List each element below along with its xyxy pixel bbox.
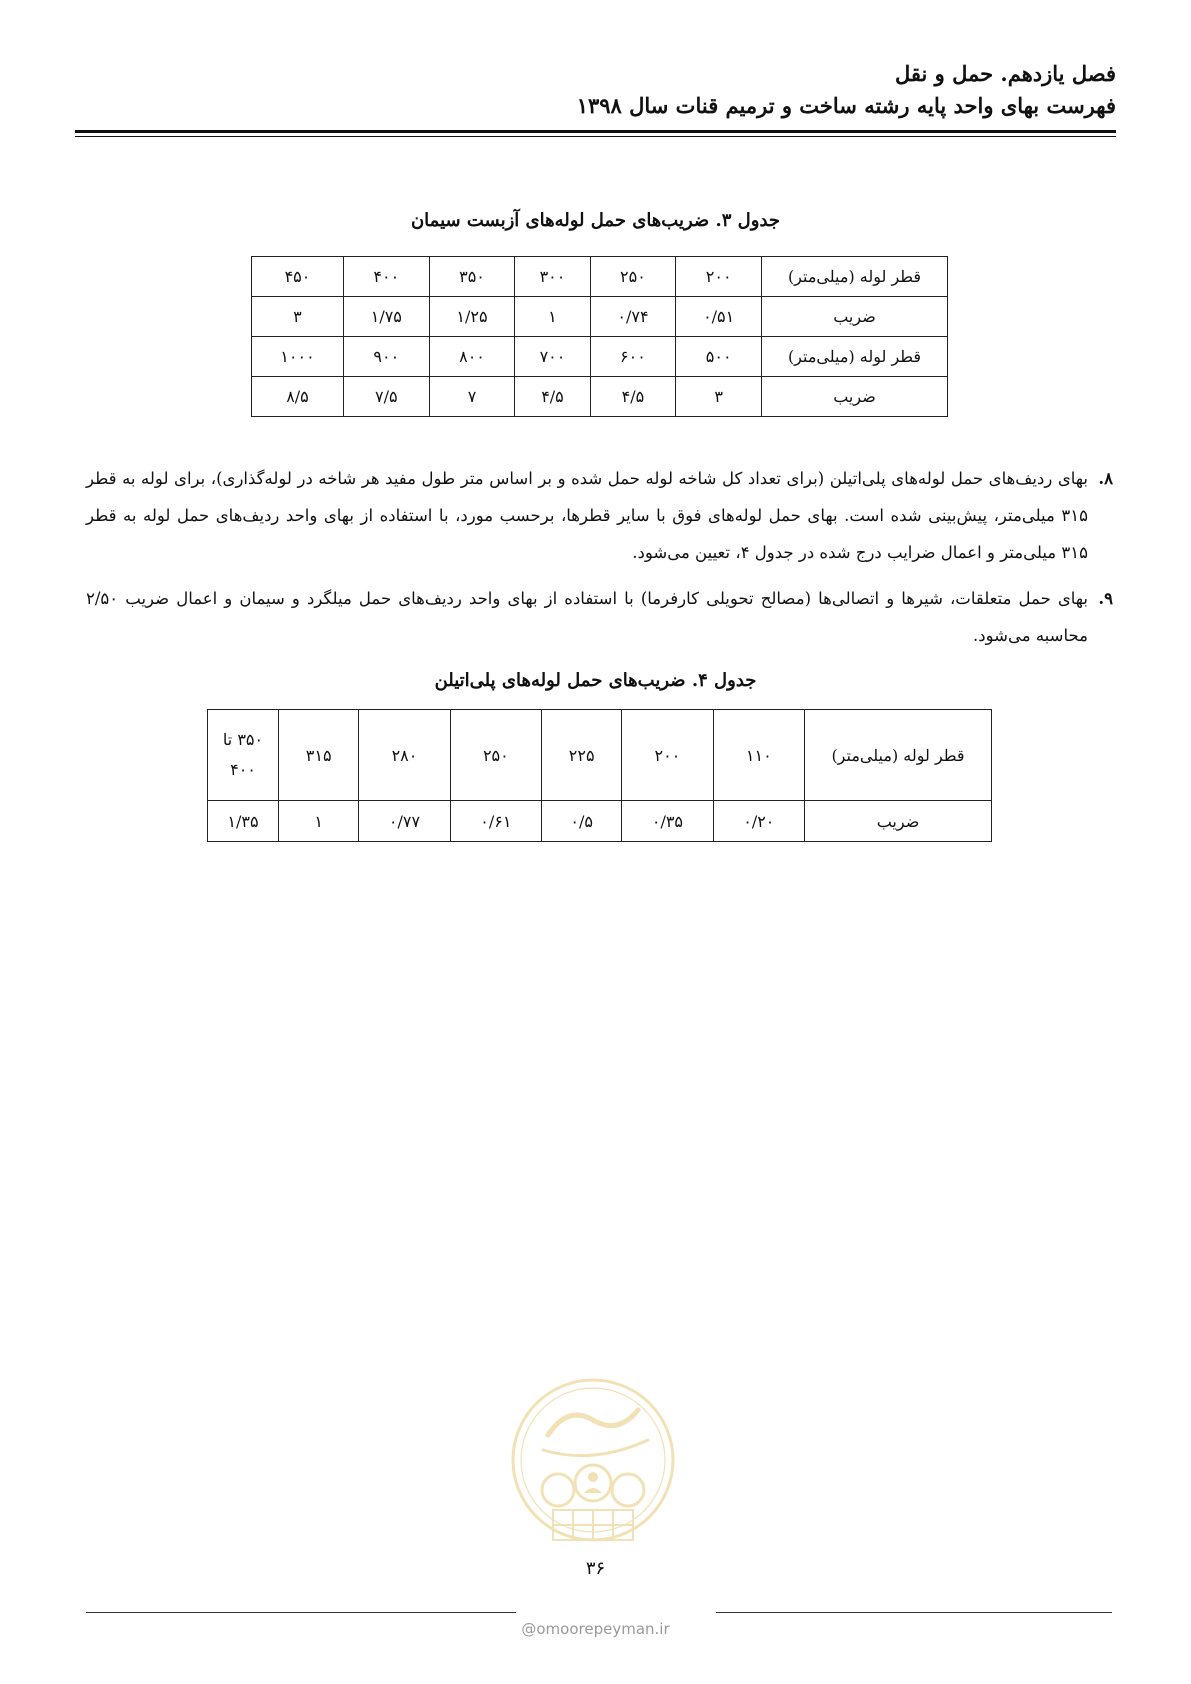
table-cell: ۰/۲۰	[713, 801, 804, 842]
list-item-9	[86, 580, 1113, 654]
footer-rule	[86, 1612, 516, 1613]
table-cell: ۲۵۰	[450, 710, 541, 801]
table-cell: ۰/۷۴	[590, 297, 676, 337]
header-rule-thick	[75, 130, 1116, 133]
table4-caption: جدول ۴. ضریب‌های حمل لوله‌های پلی‌اتیلن	[434, 670, 757, 691]
table-row-header: قطر لوله (میلی‌متر)	[762, 257, 948, 297]
header-rule-thin	[75, 136, 1116, 137]
table-cell: ۱/۳۵	[208, 801, 279, 842]
table-cell: ۵۰۰	[676, 337, 762, 377]
table-row	[252, 377, 948, 417]
chapter-title: فصل یازدهم. حمل و نقل	[894, 61, 1116, 86]
table-cell: ۳۱۵	[279, 710, 359, 801]
table-row-header: ضریب	[805, 801, 992, 842]
table-cell: ۳	[676, 377, 762, 417]
table-cell: ۰/۵	[542, 801, 622, 842]
page-number: ۳۶	[585, 1558, 606, 1579]
table-cell: ۱/۲۵	[429, 297, 515, 337]
table-cell: ۴/۵	[590, 377, 676, 417]
table-cell: ۷۰۰	[515, 337, 590, 377]
table-cell: ۱	[515, 297, 590, 337]
table-cell: ۸۰۰	[429, 337, 515, 377]
table-cell: ۸/۵	[252, 377, 344, 417]
table-cell: ۲۰۰	[622, 710, 713, 801]
table-row-header: ضریب	[762, 377, 948, 417]
table-cell: ۳۵۰ تا ۴۰۰	[208, 710, 279, 801]
table3-caption: جدول ۳. ضریب‌های حمل لوله‌های آزبست سیمان	[410, 210, 781, 231]
table-row-header: ضریب	[762, 297, 948, 337]
table-cell: ۱/۷۵	[343, 297, 429, 337]
table-cell: ۱۱۰	[713, 710, 804, 801]
list-item-8	[86, 460, 1113, 571]
table-row	[208, 710, 992, 801]
table-cell: ۱۰۰۰	[252, 337, 344, 377]
list-item-number: ۹.	[1098, 589, 1113, 608]
table-cell: ۴/۵	[515, 377, 590, 417]
table-row	[252, 297, 948, 337]
document-subtitle: فهرست بهای واحد پایه رشته ساخت و ترمیم قنات سال ۱۳۹۸	[576, 93, 1116, 118]
table-cell: ۷/۵	[343, 377, 429, 417]
table-cell: ۲۵۰	[590, 257, 676, 297]
table4	[207, 709, 992, 842]
table-cell: ۶۰۰	[590, 337, 676, 377]
table-cell: ۰/۳۵	[622, 801, 713, 842]
table-row-header: قطر لوله (میلی‌متر)	[805, 710, 992, 801]
watermark-site-text: @omoorepeyman.ir	[521, 1620, 670, 1638]
table-cell: ۴۰۰	[343, 257, 429, 297]
table-cell: ۱	[279, 801, 359, 842]
table-cell: ۳	[252, 297, 344, 337]
list-item-text: بهای ردیف‌های حمل لوله‌های پلی‌اتیلن (برای تعداد کل شاخه لوله حمل شده و بر اساس متر طول مفید هر شاخه در لوله‌گذاری)، برای لوله به قطر ۳۱۵ میلی‌متر، پیش‌بینی شده است. بهای حمل لوله‌های فوق با سایر قطرها، برحسب مورد، با استفاده از بهای واحد ردیف‌های حمل لوله به قطر ۳۱۵ میلی‌متر و اعمال ضرایب درج شده در جدول ۴، تعیین می‌شود.	[86, 469, 1088, 562]
table-row	[252, 257, 948, 297]
table-cell: ۹۰۰	[343, 337, 429, 377]
table-cell: ۴۵۰	[252, 257, 344, 297]
table-cell: ۲۰۰	[676, 257, 762, 297]
table-cell: ۲۲۵	[542, 710, 622, 801]
table-row-header: قطر لوله (میلی‌متر)	[762, 337, 948, 377]
table-cell: ۰/۷۷	[359, 801, 450, 842]
footer-rule	[716, 1612, 1112, 1613]
table3	[251, 256, 948, 417]
omoorepeyman-logo-icon	[508, 1365, 678, 1575]
page-header	[75, 58, 1116, 122]
table-cell: ۳۰۰	[515, 257, 590, 297]
table-cell: ۲۸۰	[359, 710, 450, 801]
list-item-number: ۸.	[1098, 469, 1113, 488]
table-row	[252, 337, 948, 377]
table-cell: ۷	[429, 377, 515, 417]
table-cell: ۳۵۰	[429, 257, 515, 297]
table-row	[208, 801, 992, 842]
list-item-text: بهای حمل متعلقات، شیرها و اتصالی‌ها (مصالح تحویلی کارفرما) با استفاده از بهای واحد ردیف‌های حمل میلگرد و سیمان و اعمال ضریب ۲/۵۰ محاسبه می‌شود.	[86, 589, 1088, 645]
table-cell: ۰/۶۱	[450, 801, 541, 842]
table-cell: ۰/۵۱	[676, 297, 762, 337]
